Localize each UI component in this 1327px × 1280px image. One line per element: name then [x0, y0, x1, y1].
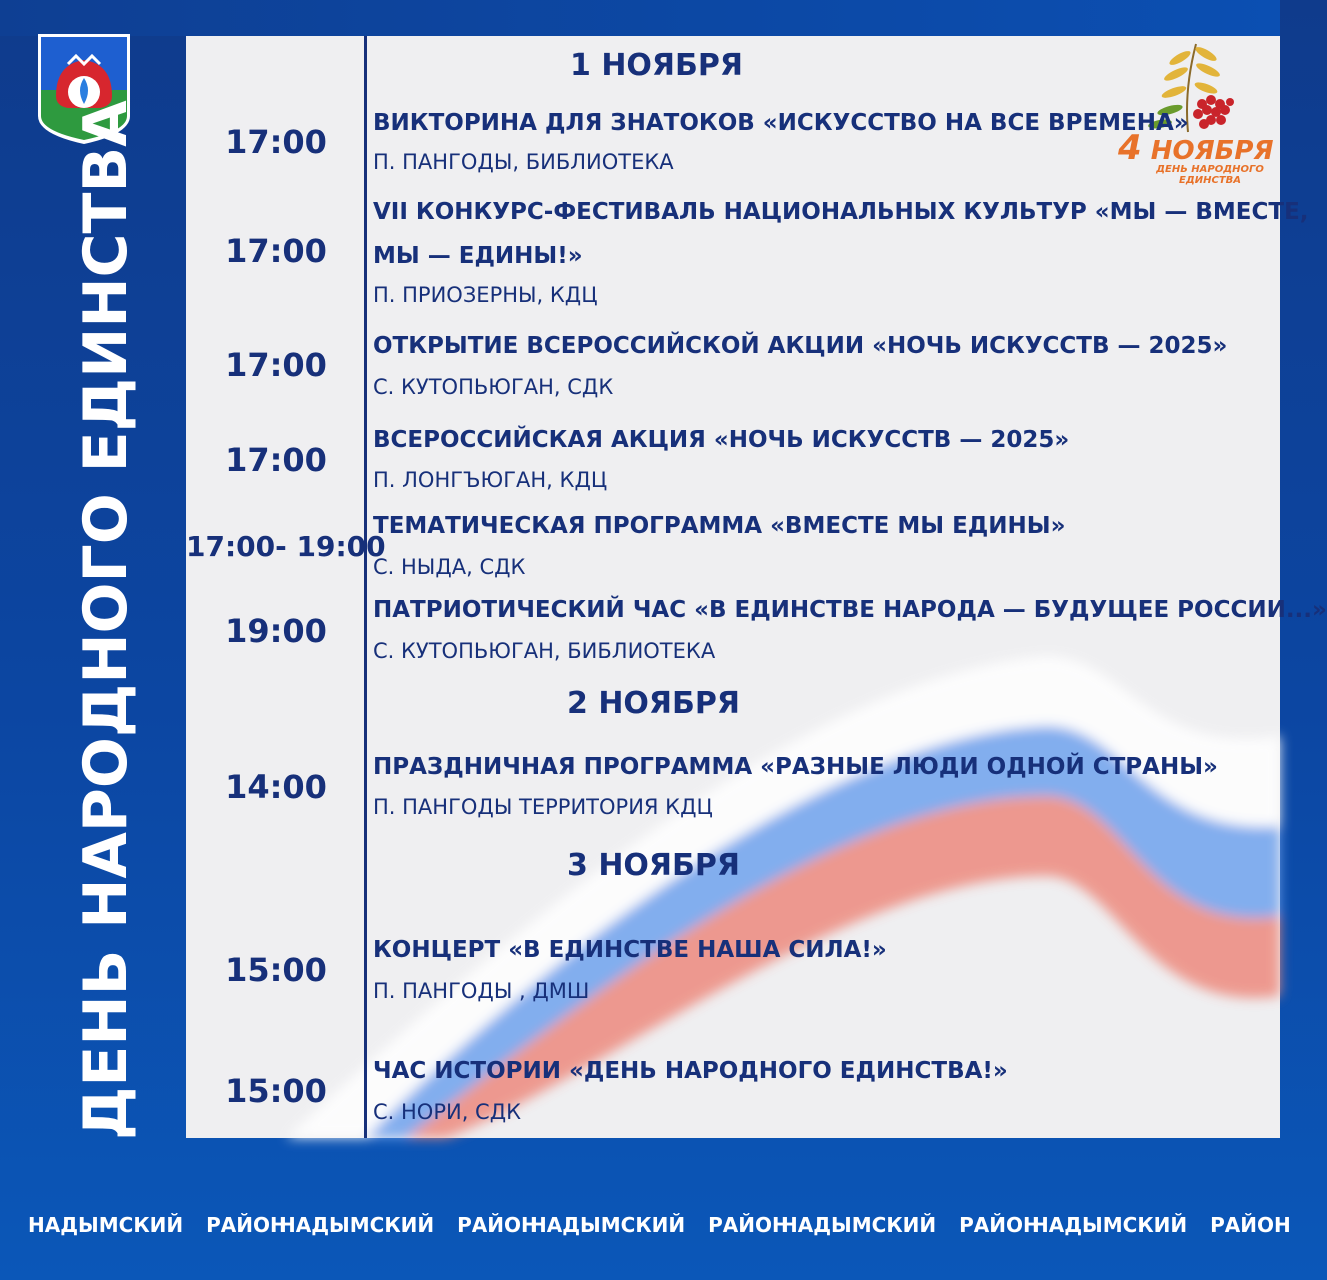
- event-title: ПАТРИОТИЧЕСКИЙ ЧАС «В ЕДИНСТВЕ НАРОДА — БУДУЩЕЕ РОССИИ...»: [373, 597, 1327, 623]
- holiday-logo-number: 4: [1118, 128, 1142, 168]
- footer-word: НАДЫМСКИЙ: [1032, 1213, 1188, 1237]
- event-time: 17:00: [225, 123, 327, 161]
- event-time: 19:00: [225, 612, 327, 650]
- event-place: С. КУТОПЬЮГАН, СДК: [373, 375, 614, 399]
- event-time: 15:00: [225, 951, 327, 989]
- footer-word: НАДЫМСКИЙ: [28, 1213, 184, 1237]
- event-time: 14:00: [225, 768, 327, 806]
- event-time: 17:00: [225, 232, 327, 270]
- event-time: 15:00: [225, 1072, 327, 1110]
- footer-label: [279, 1213, 538, 1237]
- footer-word: НАДЫМСКИЙ: [530, 1213, 686, 1237]
- footer: [0, 1195, 1291, 1255]
- event-time: 17:00: [225, 346, 327, 384]
- event-time: 17:00- 19:00: [186, 530, 386, 563]
- event-title: ТЕМАТИЧЕСКАЯ ПРОГРАММА «ВМЕСТЕ МЫ ЕДИНЫ»: [373, 513, 1066, 539]
- event-place: С. НОРИ, СДК: [373, 1100, 522, 1124]
- event-place: П. ЛОНГЪЮГАН, КДЦ: [373, 468, 608, 492]
- footer-word: РАЙОН: [457, 1213, 538, 1237]
- date-heading: 3 НОЯБРЯ: [567, 848, 740, 883]
- top-stripe: [0, 0, 1280, 36]
- event-place: П. ПАНГОДЫ ТЕРРИТОРИЯ КДЦ: [373, 795, 713, 819]
- footer-label: [28, 1213, 287, 1237]
- footer-word: РАЙОН: [206, 1213, 287, 1237]
- footer-label: [530, 1213, 789, 1237]
- event-title: КОНЦЕРТ «В ЕДИНСТВЕ НАША СИЛА!»: [373, 937, 887, 963]
- date-heading: 1 НОЯБРЯ: [570, 48, 743, 83]
- holiday-logo-month: НОЯБРЯ: [1150, 136, 1274, 166]
- event-title: ЧАС ИСТОРИИ «ДЕНЬ НАРОДНОГО ЕДИНСТВА!»: [373, 1058, 1008, 1084]
- event-place: П. ПРИОЗЕРНЫ, КДЦ: [373, 283, 598, 307]
- holiday-logo-subtitle: ДЕНЬ НАРОДНОГО ЕДИНСТВА: [1156, 164, 1264, 186]
- event-time: 17:00: [225, 441, 327, 479]
- event-place: С. КУТОПЬЮГАН, БИБЛИОТЕКА: [373, 639, 716, 663]
- footer-word: НАДЫМСКИЙ: [781, 1213, 937, 1237]
- event-place: П. ПАНГОДЫ, БИБЛИОТЕКА: [373, 150, 674, 174]
- side-title: ДЕНЬ НАРОДНОГО ЕДИНСТВА: [71, 100, 141, 1140]
- event-place: П. ПАНГОДЫ , ДМШ: [373, 979, 590, 1003]
- footer-label: [781, 1213, 1040, 1237]
- event-title: ОТКРЫТИЕ ВСЕРОССИЙСКОЙ АКЦИИ «НОЧЬ ИСКУССТВ — 2025»: [373, 333, 1228, 359]
- event-place: С. НЫДА, СДК: [373, 555, 526, 579]
- event-title: VII КОНКУРС-ФЕСТИВАЛЬ НАЦИОНАЛЬНЫХ КУЛЬТУР «МЫ — ВМЕСТЕ,: [373, 199, 1309, 225]
- event-title: ВИКТОРИНА ДЛЯ ЗНАТОКОВ «ИСКУССТВО НА ВСЕ ВРЕМЕНА»: [373, 110, 1189, 136]
- footer-word: РАЙОН: [1210, 1213, 1291, 1237]
- footer-word: НАДЫМСКИЙ: [279, 1213, 435, 1237]
- event-title: ВСЕРОССИЙСКАЯ АКЦИЯ «НОЧЬ ИСКУССТВ — 2025»: [373, 427, 1070, 453]
- footer-word: РАЙОН: [708, 1213, 789, 1237]
- footer-label: [1032, 1213, 1291, 1237]
- event-title: МЫ — ЕДИНЫ!»: [373, 243, 583, 269]
- date-heading: 2 НОЯБРЯ: [567, 686, 740, 721]
- footer-word: РАЙОН: [959, 1213, 1040, 1237]
- event-title: ПРАЗДНИЧНАЯ ПРОГРАММА «РАЗНЫЕ ЛЮДИ ОДНОЙ СТРАНЫ»: [373, 754, 1218, 780]
